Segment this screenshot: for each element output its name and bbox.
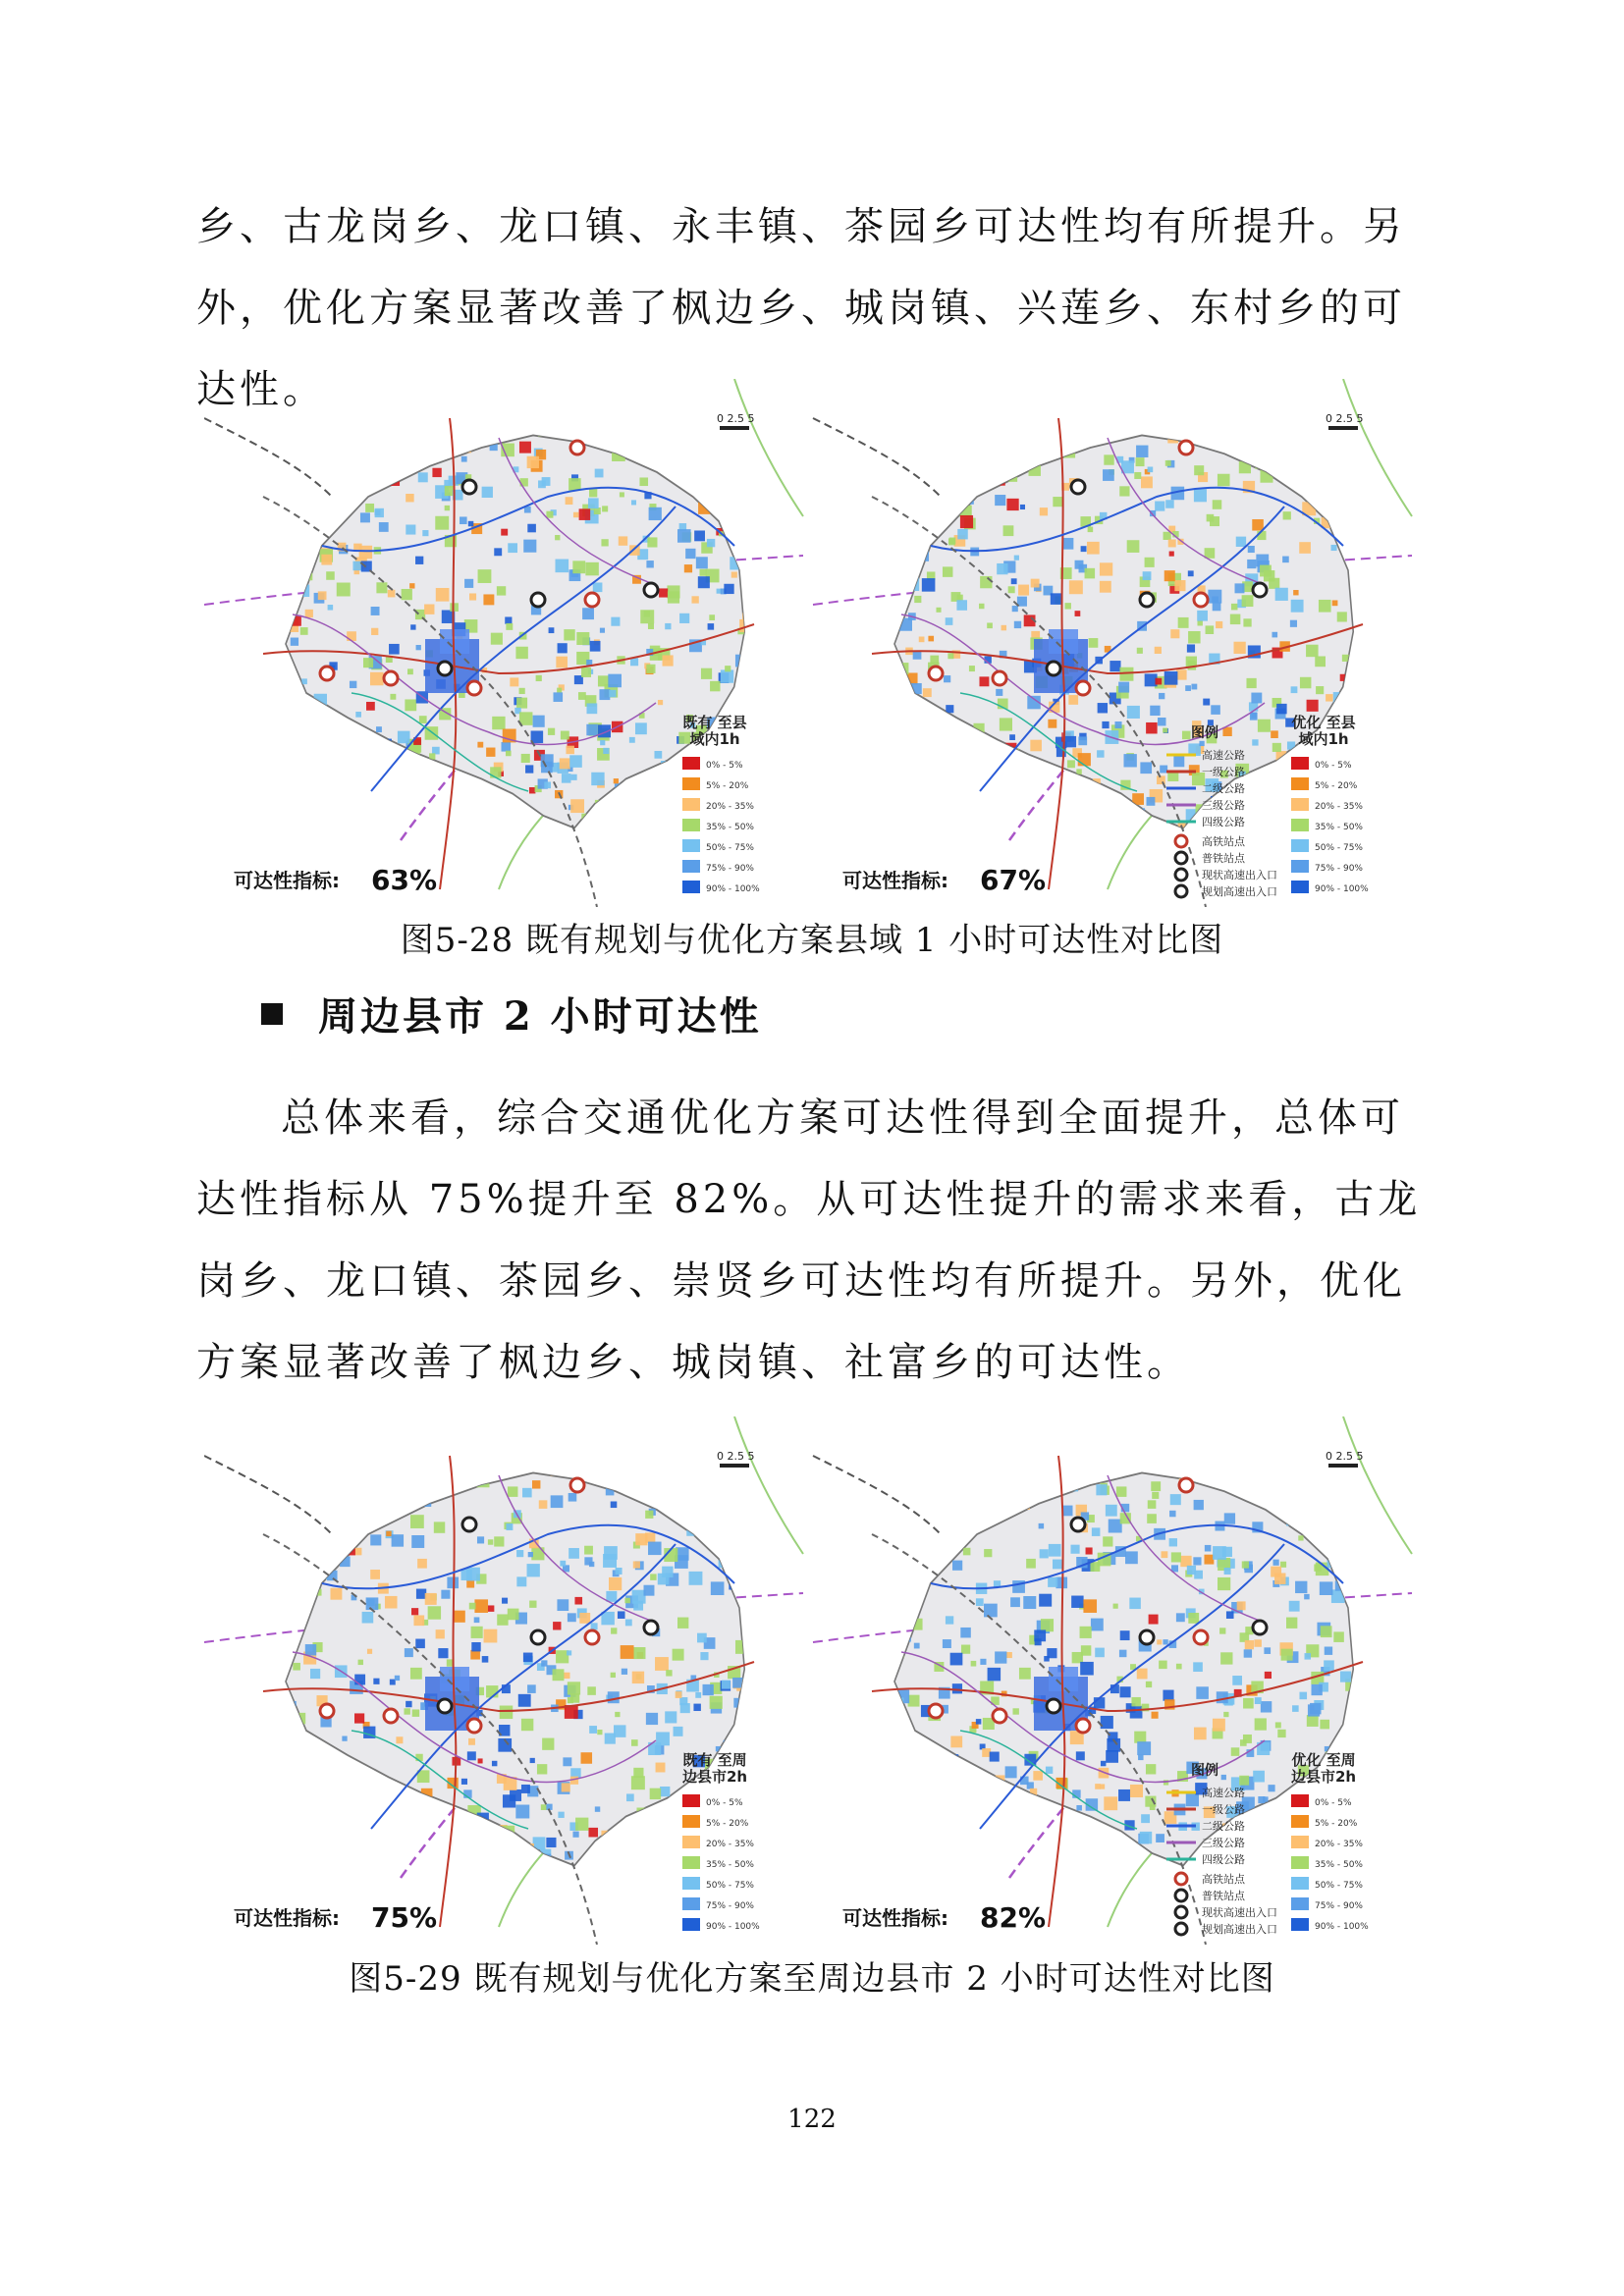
- station-marker-icon: [384, 1709, 398, 1723]
- river-line: [1343, 379, 1412, 516]
- river-line: [734, 1416, 803, 1554]
- station-marker-icon: [531, 593, 545, 607]
- accessibility-index-value: 82%: [980, 1901, 1047, 1934]
- legend-swatch: [682, 757, 700, 770]
- station-marker-icon: [585, 593, 599, 607]
- station-legend-label: 现状高速出入口: [1202, 1906, 1277, 1919]
- legend-title: 边县市2h: [681, 1768, 748, 1786]
- station-marker-icon: [438, 1699, 452, 1713]
- legend-swatch: [682, 839, 700, 852]
- scale-bar-label: 0 2.5 5: [1326, 412, 1364, 425]
- figure-2-caption: 图5-29 既有规划与优化方案至周边县市 2 小时可达性对比图: [349, 1959, 1275, 1999]
- station-legend-label: 规划高速出入口: [1202, 1923, 1277, 1936]
- station-legend-icon: [1175, 1906, 1187, 1918]
- station-marker-icon: [570, 1478, 584, 1492]
- figure-1: [204, 379, 1422, 907]
- station-legend-label: 高铁站点: [1202, 835, 1245, 848]
- station-marker-icon: [438, 662, 452, 675]
- legend-title: 优化 至周: [1291, 1751, 1356, 1769]
- station-marker-icon: [929, 1704, 943, 1718]
- legend-swatch: [682, 860, 700, 873]
- legend-swatch: [1291, 819, 1309, 831]
- paragraph-1: 乡、古龙岗乡、龙口镇、永丰镇、茶园乡可达性均有所提升。另外，优化方案显著改善了枫边乡、城岗镇、兴莲乡、东村乡的可达性。: [196, 204, 1406, 412]
- legend-title: 既有 至周: [682, 1751, 747, 1769]
- legend-swatch: [682, 1856, 700, 1869]
- station-legend-icon: [1175, 852, 1187, 864]
- road-legend-title: 图例: [1191, 1763, 1218, 1779]
- station-legend-label: 现状高速出入口: [1202, 869, 1277, 881]
- station-legend-icon: [1175, 869, 1187, 881]
- legend-class-label: 0% - 5%: [1315, 1798, 1352, 1808]
- map-panel: [204, 379, 803, 907]
- legend-class-label: 5% - 20%: [706, 1819, 749, 1829]
- station-legend-label: 高铁站点: [1202, 1873, 1245, 1886]
- road-legend-label: 四级公路: [1202, 1853, 1245, 1866]
- station-marker-icon: [320, 1704, 334, 1718]
- accessibility-legend: [1291, 714, 1369, 894]
- legend-title: 域内1h: [689, 730, 740, 748]
- legend-title: 优化 至县: [1291, 714, 1356, 731]
- station-marker-icon: [384, 671, 398, 685]
- railway-line: [204, 1456, 332, 1534]
- legend-swatch: [682, 1897, 700, 1910]
- legend-swatch: [1291, 1918, 1309, 1931]
- accessibility-legend: [682, 1751, 760, 1932]
- accessibility-index-label: 可达性指标:: [842, 1906, 948, 1930]
- figure-2-maps: [204, 1416, 1422, 1945]
- legend-class-label: 0% - 5%: [1315, 761, 1352, 771]
- legend-swatch: [1291, 757, 1309, 770]
- legend-class-label: 35% - 50%: [1315, 823, 1363, 832]
- legend-class-label: 35% - 50%: [706, 823, 754, 832]
- figure-1-maps: [204, 379, 1422, 907]
- legend-swatch: [1291, 860, 1309, 873]
- station-marker-icon: [570, 441, 584, 454]
- station-marker-icon: [644, 1621, 658, 1634]
- legend-class-label: 20% - 35%: [1315, 1840, 1363, 1849]
- legend-class-label: 35% - 50%: [706, 1860, 754, 1870]
- scale-bar-icon: [1328, 426, 1358, 430]
- station-legend-icon: [1175, 885, 1187, 897]
- scale-bar-label: 0 2.5 5: [717, 412, 755, 425]
- road-legend-label: 三级公路: [1202, 1837, 1245, 1849]
- accessibility-index-label: 可达性指标:: [234, 869, 340, 892]
- road-legend-label: 四级公路: [1202, 816, 1245, 828]
- station-marker-icon: [1194, 593, 1208, 607]
- station-marker-icon: [531, 1630, 545, 1644]
- accessibility-index-value: 63%: [371, 864, 438, 896]
- road-legend-label: 高速公路: [1202, 1787, 1245, 1799]
- road-legend-label: 二级公路: [1202, 1820, 1245, 1833]
- legend-class-label: 90% - 100%: [1315, 884, 1369, 894]
- station-marker-icon: [1076, 1719, 1090, 1733]
- map-panel: [204, 1416, 803, 1945]
- station-marker-icon: [993, 671, 1006, 685]
- legend-class-label: 20% - 35%: [1315, 802, 1363, 812]
- road-legend-label: 高速公路: [1202, 749, 1245, 762]
- station-marker-icon: [1194, 1630, 1208, 1644]
- road-legend-title: 图例: [1191, 725, 1218, 741]
- station-marker-icon: [1047, 662, 1060, 675]
- station-legend-label: 规划高速出入口: [1202, 885, 1277, 898]
- station-marker-icon: [467, 1719, 481, 1733]
- road-legend-label: 一级公路: [1202, 1803, 1245, 1816]
- station-marker-icon: [1140, 593, 1154, 607]
- map-panel: [813, 1416, 1412, 1945]
- road-legend-label: 一级公路: [1202, 766, 1245, 778]
- legend-class-label: 75% - 90%: [706, 1901, 754, 1911]
- station-legend-icon: [1175, 835, 1187, 847]
- station-marker-icon: [993, 1709, 1006, 1723]
- legend-class-label: 0% - 5%: [706, 1798, 743, 1808]
- road-legend-label: 二级公路: [1202, 782, 1245, 795]
- section-heading-text: 周边县市 2 小时可达性: [318, 993, 762, 1040]
- legend-swatch: [1291, 777, 1309, 790]
- station-legend-label: 普铁站点: [1202, 1890, 1245, 1902]
- station-marker-icon: [1253, 583, 1267, 597]
- accessibility-index-value: 75%: [371, 1901, 438, 1934]
- legend-title: 既有 至县: [682, 714, 747, 731]
- station-marker-icon: [320, 667, 334, 680]
- station-marker-icon: [929, 667, 943, 680]
- legend-class-label: 90% - 100%: [1315, 1922, 1369, 1932]
- section-heading: [261, 986, 762, 1041]
- station-marker-icon: [1071, 1518, 1085, 1531]
- legend-swatch: [1291, 881, 1309, 893]
- legend-class-label: 50% - 75%: [1315, 1881, 1363, 1891]
- scale-bar-icon: [720, 426, 749, 430]
- legend-class-label: 20% - 35%: [706, 802, 754, 812]
- figure-1-caption: 图5-28 既有规划与优化方案县域 1 小时可达性对比图: [400, 921, 1224, 960]
- station-legend-icon: [1175, 1873, 1187, 1885]
- station-marker-icon: [644, 583, 658, 597]
- page-number: 122: [787, 2105, 837, 2134]
- scale-bar-label: 0 2.5 5: [1326, 1450, 1364, 1463]
- legend-swatch: [682, 777, 700, 790]
- legend-swatch: [682, 798, 700, 811]
- legend-class-label: 5% - 20%: [1315, 781, 1358, 791]
- accessibility-index-value: 67%: [980, 864, 1047, 896]
- figure-2: [204, 1416, 1422, 1945]
- station-legend-icon: [1175, 1923, 1187, 1935]
- legend-class-label: 50% - 75%: [1315, 843, 1363, 853]
- map-panel: [813, 379, 1412, 907]
- station-marker-icon: [467, 681, 481, 695]
- legend-class-label: 5% - 20%: [1315, 1819, 1358, 1829]
- legend-title: 域内1h: [1298, 730, 1349, 748]
- legend-swatch: [682, 881, 700, 893]
- legend-class-label: 75% - 90%: [1315, 1901, 1363, 1911]
- legend-swatch: [1291, 798, 1309, 811]
- legend-class-label: 0% - 5%: [706, 761, 743, 771]
- legend-class-label: 35% - 50%: [1315, 1860, 1363, 1870]
- square-bullet-icon: [261, 1003, 283, 1025]
- river-line: [734, 379, 803, 516]
- station-marker-icon: [1071, 480, 1085, 494]
- station-marker-icon: [462, 480, 476, 494]
- station-marker-icon: [1140, 1630, 1154, 1644]
- station-marker-icon: [1179, 1478, 1193, 1492]
- station-legend-label: 普铁站点: [1202, 852, 1245, 865]
- accessibility-index-label: 可达性指标:: [234, 1906, 340, 1930]
- legend-swatch: [1291, 1856, 1309, 1869]
- legend-swatch: [1291, 1877, 1309, 1890]
- station-legend-icon: [1175, 1890, 1187, 1901]
- legend-swatch: [682, 1815, 700, 1828]
- railway-line: [813, 418, 941, 497]
- scale-bar-icon: [1328, 1464, 1358, 1468]
- station-marker-icon: [585, 1630, 599, 1644]
- legend-class-label: 50% - 75%: [706, 843, 754, 853]
- legend-title: 边县市2h: [1290, 1768, 1357, 1786]
- scale-bar-icon: [720, 1464, 749, 1468]
- river-line: [1343, 1416, 1412, 1554]
- legend-class-label: 20% - 35%: [706, 1840, 754, 1849]
- railway-line: [813, 1456, 941, 1534]
- legend-swatch: [682, 819, 700, 831]
- accessibility-legend: [1291, 1751, 1369, 1932]
- legend-class-label: 75% - 90%: [706, 864, 754, 874]
- paragraph-2: 总体来看，综合交通优化方案可达性得到全面提升，总体可达性指标从 75%提升至 82%。从可达性提升的需求来看，古龙岗乡、龙口镇、茶园乡、崇贤乡可达性均有所提升。另外，优化方案显著改善了枫边乡、城岗镇、社富乡的可达性。: [196, 1095, 1422, 1385]
- legend-swatch: [682, 1877, 700, 1890]
- station-marker-icon: [462, 1518, 476, 1531]
- legend-swatch: [682, 1836, 700, 1848]
- station-marker-icon: [1253, 1621, 1267, 1634]
- legend-swatch: [1291, 1897, 1309, 1910]
- legend-class-label: 5% - 20%: [706, 781, 749, 791]
- accessibility-index-label: 可达性指标:: [842, 869, 948, 892]
- station-marker-icon: [1047, 1699, 1060, 1713]
- legend-swatch: [682, 1794, 700, 1807]
- legend-swatch: [1291, 1794, 1309, 1807]
- legend-swatch: [1291, 1836, 1309, 1848]
- station-marker-icon: [1179, 441, 1193, 454]
- legend-swatch: [1291, 1815, 1309, 1828]
- legend-class-label: 90% - 100%: [706, 1922, 760, 1932]
- legend-class-label: 75% - 90%: [1315, 864, 1363, 874]
- accessibility-legend: [682, 714, 760, 894]
- railway-line: [204, 418, 332, 497]
- station-marker-icon: [1076, 681, 1090, 695]
- legend-swatch: [682, 1918, 700, 1931]
- legend-class-label: 50% - 75%: [706, 1881, 754, 1891]
- legend-swatch: [1291, 839, 1309, 852]
- scale-bar-label: 0 2.5 5: [717, 1450, 755, 1463]
- legend-class-label: 90% - 100%: [706, 884, 760, 894]
- road-legend-label: 三级公路: [1202, 799, 1245, 812]
